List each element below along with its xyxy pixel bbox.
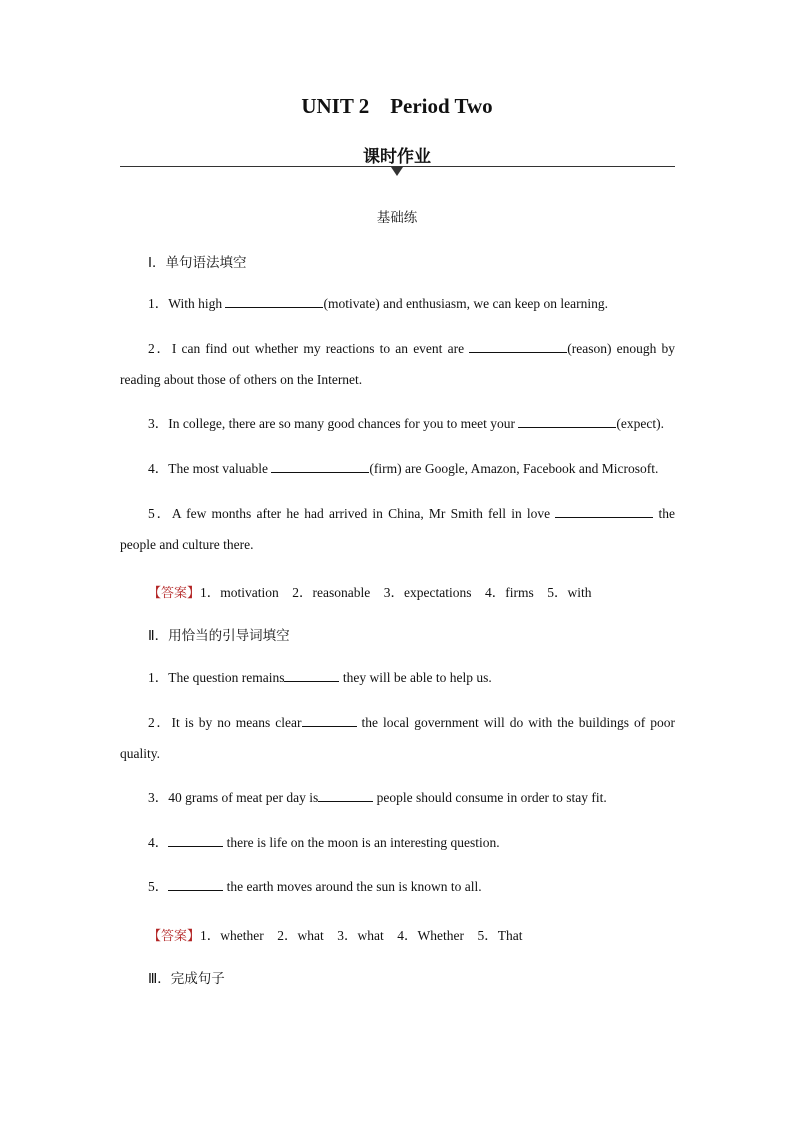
question-text-before: 40 grams of meat per day is	[168, 790, 319, 805]
question-text-after: there is life on the moon is an interesting question.	[223, 835, 500, 850]
question-number: 5．	[148, 506, 172, 521]
question-text-before: I can find out whether my reactions to an event are	[171, 341, 470, 356]
answer-blank[interactable]	[225, 295, 323, 308]
level-heading: 基础练	[376, 210, 418, 226]
question-text-after: they will be able to help us.	[339, 670, 492, 685]
question-number: 4．	[148, 835, 169, 850]
question-text-before: In college, there are so many good chances for you to meet your	[168, 416, 519, 431]
answer-blank[interactable]	[555, 505, 653, 518]
question-text-after: the local government will do with the buildings of poor quality.	[120, 715, 675, 761]
question-number: 2．	[148, 341, 172, 356]
s2-question-4	[120, 827, 675, 858]
answer-text: 1．whether 2．what 3．what 4．Whether 5．That	[200, 928, 523, 943]
s1-question-3	[120, 408, 675, 439]
page-title: UNIT 2 Period Two	[301, 94, 493, 118]
answer-blank[interactable]	[284, 669, 339, 682]
question-number: 2．	[148, 715, 172, 730]
question-text-after: (expect).	[616, 416, 664, 431]
triangle-marker-icon	[391, 167, 403, 176]
s1-question-4	[120, 453, 675, 484]
section-3-heading: Ⅲ．完成句子	[148, 971, 225, 987]
page-subtitle: 课时作业	[363, 147, 431, 167]
question-number: 3．	[148, 416, 169, 431]
s1-question-5	[120, 498, 675, 560]
answer-blank[interactable]	[302, 714, 357, 727]
s1-question-1	[120, 288, 675, 319]
answer-blank[interactable]	[469, 340, 567, 353]
question-text-after: the people and culture there.	[120, 506, 676, 552]
question-text-after: (firm) are Google, Amazon, Facebook and Microsoft.	[369, 461, 659, 476]
answer-blank[interactable]	[271, 460, 369, 473]
question-text-before: A few months after he had arrived in China, Mr Smith fell in love	[171, 506, 556, 521]
question-text-after: the earth moves around the sun is known to all.	[223, 879, 482, 894]
question-text-after: people should consume in order to stay fit.	[373, 790, 607, 805]
section-2-heading: Ⅱ．用恰当的引导词填空	[148, 628, 290, 644]
section-1-heading: Ⅰ．单句语法填空	[148, 255, 247, 271]
answer-tag: 【答案】	[148, 586, 201, 601]
answer-blank[interactable]	[318, 789, 373, 802]
question-number: 3．	[148, 790, 169, 805]
s2-question-3	[120, 782, 675, 813]
s1-answer	[148, 581, 591, 601]
question-number: 5．	[148, 879, 169, 894]
s2-question-1	[120, 662, 675, 693]
question-number: 1．	[148, 296, 169, 311]
s2-question-2	[120, 707, 675, 769]
answer-blank[interactable]	[168, 878, 223, 891]
s2-answer	[148, 924, 522, 944]
question-text-after: (motivate) and enthusiasm, we can keep on learning.	[323, 296, 608, 311]
s1-question-2	[120, 333, 675, 395]
question-text-before: With high	[168, 296, 226, 311]
question-text-before: The question remains	[168, 670, 285, 685]
answer-blank[interactable]	[518, 415, 616, 428]
question-text-before: It is by no means clear	[171, 715, 302, 730]
question-number: 1．	[148, 670, 169, 685]
question-text-after: (reason) enough by reading about those of others on the Internet.	[120, 341, 676, 387]
answer-text: 1．motivation 2．reasonable 3．expectations 4．firms 5．with	[200, 585, 592, 600]
s2-question-5	[120, 871, 675, 902]
question-number: 4．	[148, 461, 169, 476]
question-text-before: The most valuable	[168, 461, 272, 476]
answer-tag: 【答案】	[148, 929, 201, 944]
answer-blank[interactable]	[168, 834, 223, 847]
